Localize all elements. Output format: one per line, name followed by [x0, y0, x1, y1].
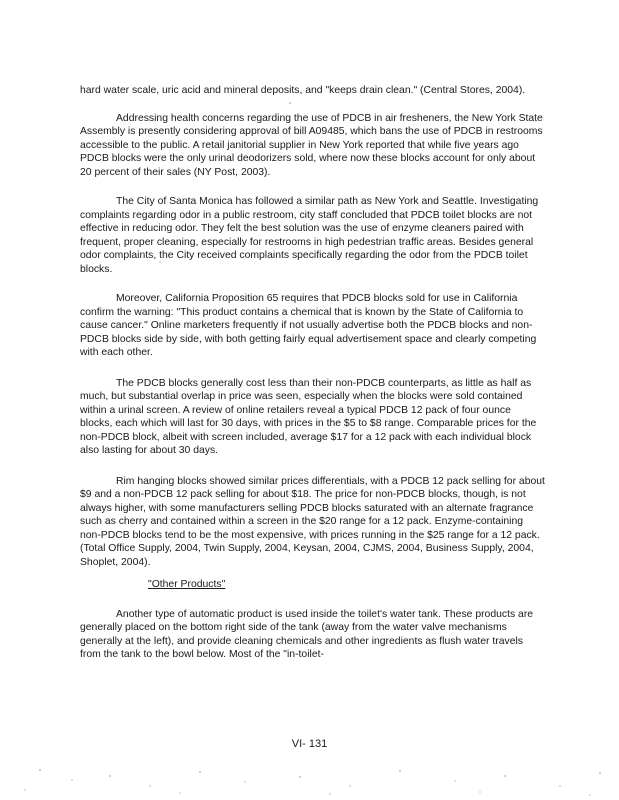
paragraph-proposition-65: Moreover, California Proposition 65 requires that PDCB blocks sold for use in California confirm the warning: "This product contains a chemical that is known by the State of California to cause cancer." Online marketers frequently if not usually advertise both the PDCB blocks and non-PDCB blocks side by side, with both getting fairly equal advertisement space and clearly competing with each other. — [80, 293, 537, 358]
paragraph-tank-products: Another type of automatic product is used inside the toilet's water tank. These products are generally placed on the bottom right side of the tank (away from the water valve mechanisms generally at the left), and provide cleaning chemicals and other ingredients as flush water travels from the tank to the bowl below. Most of the "in-toilet- — [80, 608, 534, 660]
paragraph-continued: hard water scale, uric acid and mineral deposits, and "keeps drain clean." (Central Stores, 2004). — [80, 85, 526, 96]
paragraph-santa-monica: The City of Santa Monica has followed a similar path as New York and Seattle. Investigating complaints regarding odor in a public restroom, city staff concluded that PDCB toilet blocks are not effective in reducing odor. They felt the best solution was the use of enzyme cleaners paired with frequent, proper cleaning, especially for restrooms in high pedestrian traffic areas. Besides general odor complaints, the City received complaints specifically regarding the odor from the PDCB toilet blocks. — [80, 196, 539, 275]
section-heading-other-products: "Other Products" — [148, 579, 226, 590]
paragraph-block-pricing: The PDCB blocks generally cost less than their non-PDCB counterparts, as little as half as much, but substantial overlap in price was seen, especially when the blocks were sold contained within a urinal screen. A review of online retailers reveal a typical PDCB 12 pack of four ounce blocks, each which will last for 30 days, with prices in the $5 to $8 range. Comparable prices for the non-PDCB block, albeit with screen included, average $17 for a 12 pack with each individual block also lasting for about 30 days. — [80, 377, 537, 456]
paragraph-new-york-assembly: Addressing health concerns regarding the use of PDCB in air fresheners, the New York State Assembly is presently considering approval of bill A09485, which bans the use of PDCB in restrooms accessible to the public. A retail janitorial supplier in New York reported that while five years ago PDCB blocks were the only urinal deodorizers sold, where now these blocks account for only about 20 percent of their sales (NY Post, 2003). — [80, 112, 543, 178]
paragraph-rim-blocks: Rim hanging blocks showed similar prices differentials, with a PDCB 12 pack selling for about $9 and a non-PDCB 12 pack selling for about $18. The price for non-PDCB blocks, though, is not always higher, with some manufacturers selling PDCB blocks saturated with an alternate fragrance such as cherry and contained within a screen in the $20 range for a 12 pack. Enzyme-containing non-PDCB blocks tend to be the most expensive, with prices running in the $25 range for a 12 pack. — [80, 475, 545, 541]
document-body — [80, 84, 545, 662]
paragraph-citations: (Total Office Supply, 2004, Twin Supply, 2004, Keysan, 2004, CJMS, 2004, Business Supply, 2004, Shoplet, 2004). — [80, 543, 534, 568]
page-number: VI- 131 — [291, 738, 328, 750]
